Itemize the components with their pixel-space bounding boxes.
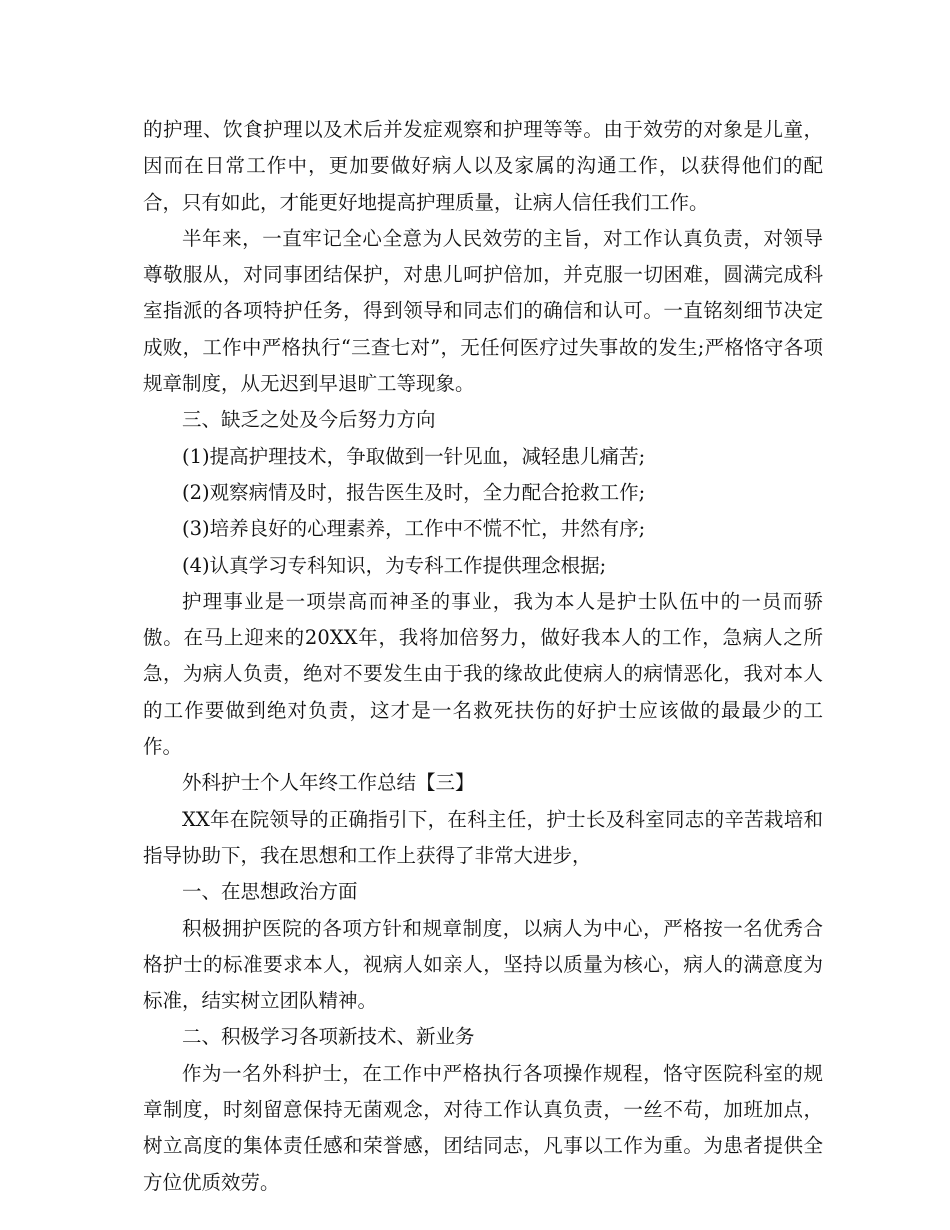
list-item-1: (1)提高护理技术，争取做到一针见血，减轻患儿痛苦; bbox=[182, 444, 646, 468]
paragraph-nursing-career: 护理事业是一项崇高而神圣的事业，我为本人是护士队伍中的一员而骄傲。在马上迎来的20XX年，我将加倍努力，做好我本人的工作，急病人之所急，为病人负责，绝对不要发生由于我的缘故此使病人的病情恶化，我对本人的工作要做到绝对负责，这才是一名救死扶伤的好护士应该做的最最少的工作。 bbox=[143, 589, 823, 759]
list-item-3: (3)培养良好的心理素养，工作中不慌不忙，井然有序; bbox=[182, 517, 646, 541]
paragraph-half-year: 半年来，一直牢记全心全意为人民效劳的主旨，对工作认真负责，对领导尊敬服从，对同事团结保护，对患儿呵护倍加，并克服一切困难，圆满完成科室指派的各项特护任务，得到领导和同志们的确信和认可。一直铭刻细节决定成败，工作中严格执行“三查七对”，无任何医疗过失事故的发生;严格恪守各项规章制度，从无迟到早退旷工等现象。 bbox=[143, 226, 823, 396]
section-heading-learning: 二、积极学习各项新技术、新业务 bbox=[182, 1025, 475, 1049]
paragraph-intro: XX年在院领导的正确指引下，在科主任，护士长及科室同志的辛苦栽培和指导协助下，我在思想和工作上获得了非常大进步， bbox=[143, 807, 823, 867]
paragraph-surgical-nurse: 作为一名外科护士，在工作中严格执行各项操作规程，恪守医院科室的规章制度，时刻留意保持无菌观念，对待工作认真负责，一丝不苟，加班加点，树立高度的集体责任感和荣誉感，团结同志，凡事以工作为重。为患者提供全方位优质效劳。 bbox=[143, 1061, 823, 1194]
list-item-2: (2)观察病情及时，报告医生及时，全力配合抢救工作; bbox=[182, 480, 646, 504]
section-heading-political: 一、在思想政治方面 bbox=[182, 880, 358, 904]
document-page bbox=[143, 112, 823, 1201]
paragraph-continuation: 的护理、饮食护理以及术后并发症观察和护理等等。由于效劳的对象是儿童，因而在日常工作中，更加要做好病人以及家属的沟通工作，以获得他们的配合，只有如此，才能更好地提高护理质量，让病人信任我们工作。 bbox=[143, 118, 823, 214]
section-title-summary-three: 外科护士个人年终工作总结【三】 bbox=[182, 771, 475, 795]
paragraph-political: 积极拥护医院的各项方针和规章制度，以病人为中心，严格按一名优秀合格护士的标准要求本人，视病人如亲人，坚持以质量为核心，病人的满意度为标准，结实树立团队精神。 bbox=[143, 916, 823, 1013]
section-heading-shortcomings: 三、缺乏之处及今后努力方向 bbox=[182, 408, 436, 432]
list-item-4: (4)认真学习专科知识，为专科工作提供理念根据; bbox=[182, 553, 607, 577]
